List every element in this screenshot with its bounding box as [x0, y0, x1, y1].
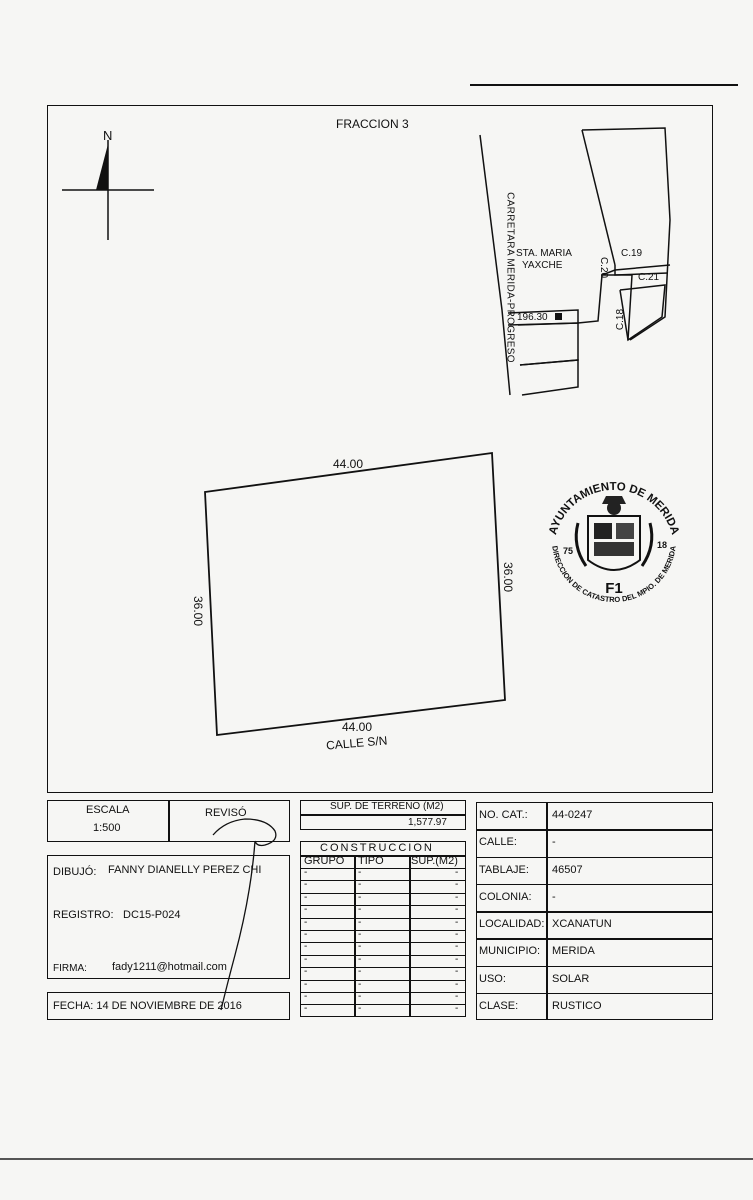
- construction-cell: -: [358, 916, 362, 928]
- cadastral-label: COLONIA:: [479, 890, 532, 903]
- cadastral-value: SOLAR: [552, 972, 590, 985]
- construction-cell: -: [304, 1003, 308, 1015]
- cadastral-row-line: [476, 993, 713, 995]
- construction-row-line: [300, 955, 466, 956]
- cadastral-value: -: [552, 836, 556, 849]
- date-text: FECHA: 14 DE NOVIEMBRE DE 2016: [53, 1000, 242, 1012]
- north-label: N: [103, 128, 113, 143]
- construction-title: CONSTRUCCION: [320, 842, 434, 854]
- construction-row-line: [300, 1004, 466, 1005]
- construction-header-sup: SUP.(M2): [411, 855, 458, 867]
- plot-bottom-dimension: 44.00: [342, 720, 373, 734]
- coat-of-arms-icon: [576, 496, 652, 570]
- seal-left-number: 75: [562, 546, 574, 556]
- construction-cell: -: [304, 879, 308, 891]
- construction-cell: -: [304, 966, 308, 978]
- construction-cell: -: [304, 978, 308, 990]
- top-edge-line: [470, 84, 738, 86]
- construction-cell: -: [304, 891, 308, 903]
- road-label: CARRETARA MERIDA-PROGRESO: [504, 192, 516, 363]
- cadastral-label: CALLE:: [479, 836, 517, 849]
- cadastral-value: RUSTICO: [552, 999, 602, 1012]
- construction-row-line: [300, 992, 466, 993]
- cadastral-value: 44-0247: [552, 809, 593, 821]
- cadastral-row-line: [476, 829, 713, 831]
- drawn-by-label: DIBUJÓ:: [53, 866, 97, 878]
- street-label: CALLE S/N: [325, 733, 388, 753]
- construction-row-line: [300, 893, 466, 894]
- construction-cell: -: [358, 891, 362, 903]
- cadastral-label: TABLAJE:: [479, 863, 529, 876]
- cadastral-value: MERIDA: [552, 945, 595, 958]
- signature-scribble: [205, 805, 285, 1015]
- construction-cell: -: [304, 953, 308, 965]
- construction-cell: -: [358, 978, 362, 990]
- plot-polygon: [200, 450, 510, 740]
- street-c20-label: C.20: [598, 256, 610, 279]
- bottom-edge-line: [0, 1158, 753, 1160]
- official-seal: [538, 468, 690, 620]
- construction-row-line: [300, 905, 466, 906]
- construction-cell: -: [455, 941, 459, 953]
- cadastral-label: USO:: [479, 972, 506, 985]
- construction-cell: -: [358, 941, 362, 953]
- scale-value: 1:500: [93, 822, 121, 834]
- construction-header-tipo: TIPO: [358, 855, 384, 867]
- registry-value: DC15-P024: [123, 909, 181, 921]
- construction-cell: -: [304, 941, 308, 953]
- scale-label: ESCALA: [86, 804, 130, 816]
- construction-row-line: [300, 868, 466, 869]
- construction-cell: -: [455, 929, 459, 940]
- construction-row-line: [300, 942, 466, 943]
- scale-divider: [168, 800, 170, 842]
- street-c21-label: C.21: [638, 272, 660, 283]
- construction-cell: -: [358, 867, 362, 878]
- cadastral-label: NO. CAT.:: [479, 809, 528, 821]
- construction-cell: -: [304, 916, 308, 928]
- construction-cell: -: [304, 867, 308, 878]
- street-c19-label: C.19: [621, 248, 643, 259]
- construction-header-grupo: GRUPO: [304, 855, 345, 867]
- construction-cell: -: [358, 879, 362, 891]
- location-sketch: [470, 125, 690, 410]
- construction-cell: -: [304, 991, 308, 1002]
- construction-cell: -: [358, 966, 362, 978]
- page-title: FRACCION 3: [336, 117, 409, 131]
- signature-label: FIRMA:: [53, 963, 87, 974]
- signature-value: fady1211@hotmail.com: [112, 961, 227, 973]
- locality-label: STA. MARIA: [516, 248, 572, 259]
- construction-row-line: [300, 967, 466, 968]
- drawn-by-value: FANNY DIANELLY PEREZ CHI: [108, 864, 262, 876]
- construction-cell: -: [358, 1003, 362, 1015]
- construction-cell: -: [455, 904, 459, 916]
- cadastral-value: XCANATUN: [552, 918, 612, 930]
- cadastral-row-line: [476, 884, 713, 886]
- reviewed-label: REVISÓ: [205, 807, 247, 819]
- construction-cell: -: [455, 953, 459, 965]
- cadastral-label: MUNICIPIO:: [479, 945, 541, 958]
- construction-row-line: [300, 918, 466, 919]
- construction-cell: -: [455, 879, 459, 891]
- plot-top-dimension: 44.00: [333, 457, 364, 471]
- construction-cell: -: [358, 929, 362, 940]
- plot-left-dimension: 36.00: [191, 595, 206, 627]
- construction-cell: -: [455, 966, 459, 978]
- seal-right-number: 18: [656, 540, 668, 550]
- construction-cell: -: [455, 991, 459, 1002]
- cadastral-label: CLASE:: [479, 999, 519, 1012]
- plot-right-dimension: 36.00: [501, 561, 516, 593]
- construction-cell: -: [358, 991, 362, 1002]
- street-c18-label: C.18: [615, 308, 627, 331]
- cadastral-label: LOCALIDAD:: [479, 918, 545, 930]
- terrain-area-divider: [300, 814, 466, 816]
- construction-cell: -: [358, 953, 362, 965]
- cadastral-row-line: [476, 857, 713, 859]
- construction-cell: -: [455, 916, 459, 928]
- cadastral-row-line: [476, 911, 713, 913]
- north-arrow-icon: [58, 140, 158, 244]
- marker-label: 196.30: [517, 312, 548, 323]
- terrain-area-label: SUP. DE TERRENO (M2): [330, 801, 444, 812]
- cadastral-row-line: [476, 938, 713, 940]
- construction-cell: -: [455, 891, 459, 903]
- construction-cell: -: [304, 904, 308, 916]
- cadastral-value: -: [552, 890, 556, 903]
- construction-cell: -: [358, 904, 362, 916]
- construction-cell: -: [455, 1003, 459, 1015]
- construction-row-line: [300, 930, 466, 931]
- registry-label: REGISTRO:: [53, 909, 114, 921]
- terrain-area-value: 1,577.97: [408, 817, 447, 828]
- locality-label-2: YAXCHE: [522, 260, 563, 271]
- cadastral-row-line: [476, 966, 713, 968]
- seal-code: F1: [605, 580, 623, 597]
- construction-row-line: [300, 980, 466, 981]
- construction-cell: -: [304, 929, 308, 940]
- seal-top-text: AYUNTAMIENTO DE MERIDA: [547, 480, 681, 537]
- cadastral-value: 46507: [552, 863, 583, 876]
- seal-bottom-text: DIRECCION DE CATASTRO DEL MPIO. DE MERIDA: [550, 545, 678, 605]
- construction-cell: -: [455, 978, 459, 990]
- construction-cell: -: [455, 867, 459, 878]
- construction-row-line: [300, 880, 466, 881]
